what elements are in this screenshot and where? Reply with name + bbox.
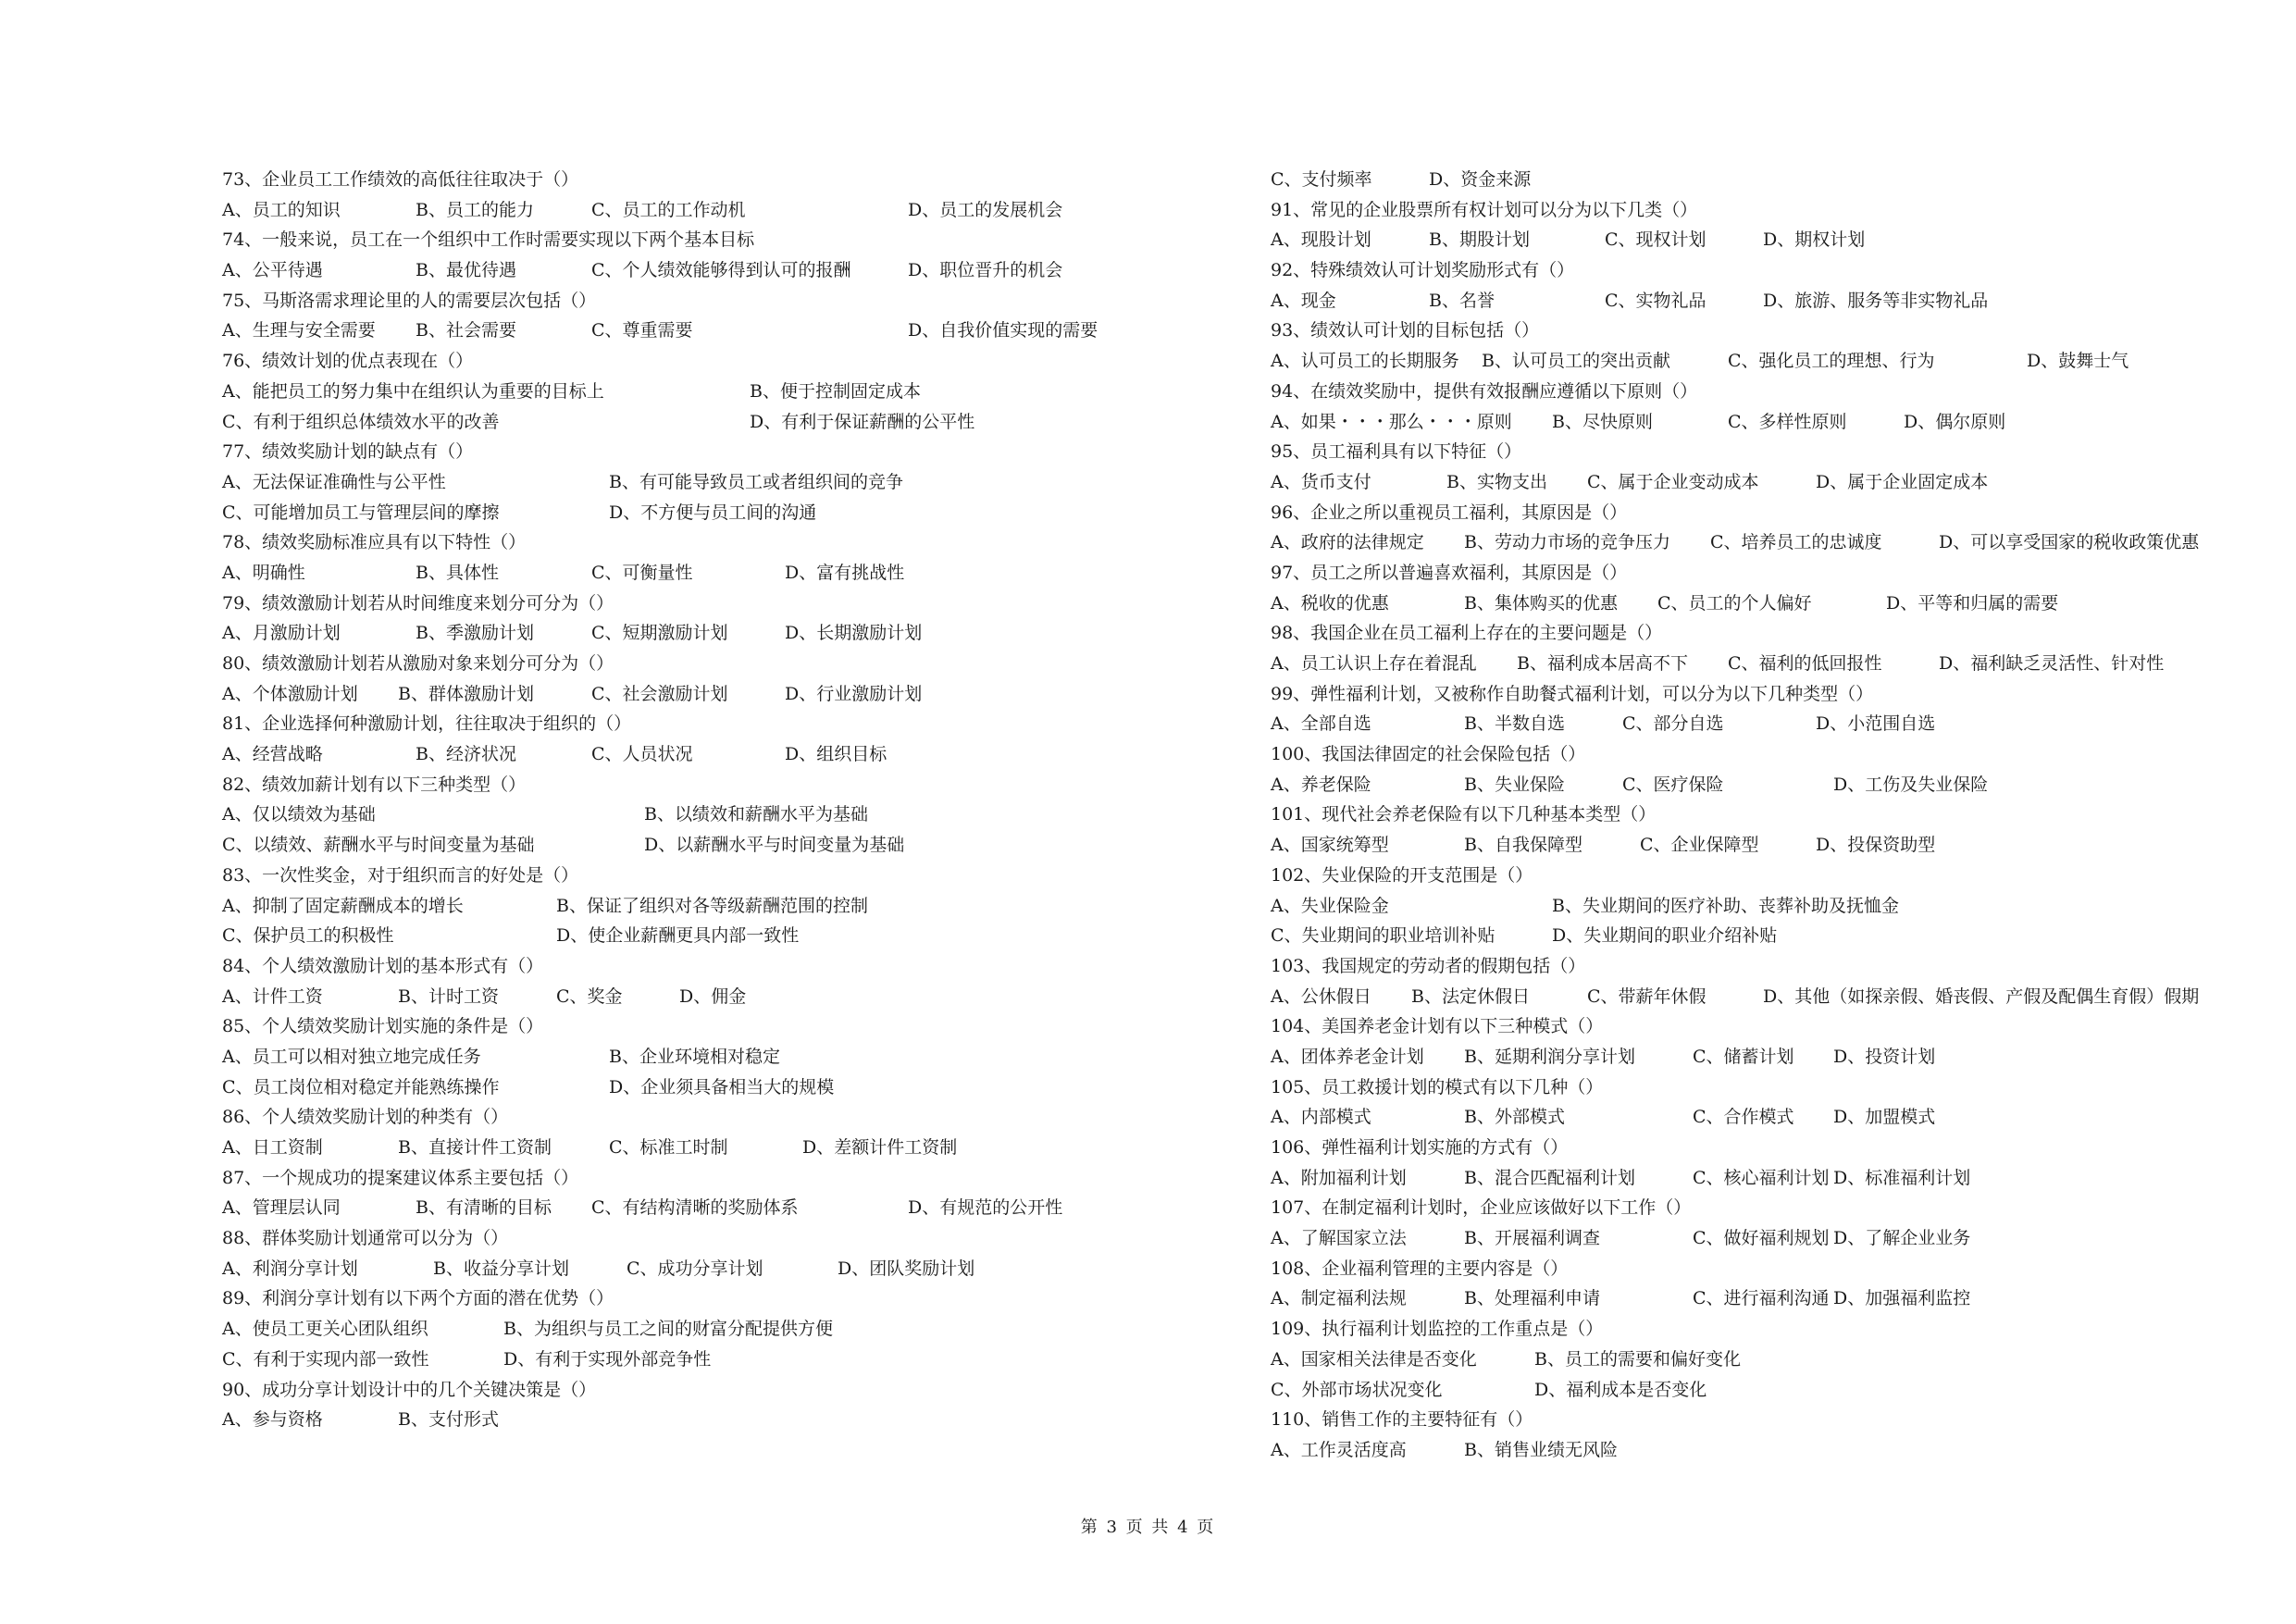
option-text: C、强化员工的理想、行为 (1728, 351, 1935, 372)
option-text: D、了解企业业务 (1833, 1228, 1971, 1249)
option-row (222, 1133, 1222, 1163)
option-text: C、成功分享计划 (627, 1258, 763, 1279)
option-row (1271, 286, 2289, 316)
option-row (222, 467, 1222, 498)
option-text: D、鼓舞士气 (2027, 351, 2129, 372)
option-text: D、员工的发展机会 (908, 199, 1063, 220)
option-text: D、使企业薪酬更具内部一致性 (556, 925, 800, 947)
option-text: B、尽快原则 (1552, 411, 1653, 432)
option-text: B、半数自选 (1464, 713, 1565, 735)
option-text: C、带薪年休假 (1587, 986, 1706, 1007)
option-text: A、员工的知识 (222, 199, 341, 220)
option-text: B、处理福利申请 (1464, 1288, 1600, 1309)
option-text: D、企业须具备相当大的规模 (609, 1076, 835, 1097)
option-text: B、销售业绩无风险 (1464, 1439, 1618, 1460)
question-text: 92、特殊绩效认可计划奖励形式有（） (1271, 260, 1575, 281)
option-text: A、附加福利计划 (1271, 1167, 1407, 1188)
option-row (1271, 1375, 2289, 1406)
option-text: D、长期激励计划 (785, 623, 923, 644)
question-text: 78、绩效奖励标准应具有以下特性（） (222, 532, 527, 553)
option-row (1271, 982, 2289, 1012)
option-row (1271, 1042, 2289, 1072)
question-text: 74、一般来说，员工在一个组织中工作时需要实现以下两个基本目标 (222, 229, 755, 251)
option-text: D、投资计划 (1833, 1046, 1936, 1067)
question-text: 79、绩效激励计划若从时间维度来划分可分为（） (222, 592, 614, 614)
option-row (222, 1405, 1222, 1435)
option-text: B、具体性 (416, 562, 499, 583)
option-text: A、个体激励计划 (222, 683, 358, 704)
option-text: A、现股计划 (1271, 229, 1371, 251)
option-text: D、其他（如探亲假、婚丧假、产假及配偶生育假）假期 (1763, 986, 2200, 1007)
option-text: A、参与资格 (222, 1409, 323, 1431)
option-text: C、培养员工的忠诚度 (1710, 532, 1882, 553)
question-text: 76、绩效计划的优点表现在（） (222, 351, 474, 372)
question-text: 89、利润分享计划有以下两个方面的潜在优势（） (222, 1288, 614, 1309)
option-row (1271, 891, 2289, 922)
option-row (1271, 1283, 2289, 1314)
option-row (1271, 407, 2289, 438)
option-row (222, 830, 1222, 861)
option-text: A、政府的法律规定 (1271, 532, 1424, 553)
option-text: C、尊重需要 (591, 320, 693, 341)
option-text: A、经营战略 (222, 744, 323, 765)
option-text: B、收益分享计划 (433, 1258, 569, 1279)
option-row (222, 195, 1222, 226)
option-text: B、季激励计划 (416, 623, 534, 644)
option-text: B、延期利润分享计划 (1464, 1046, 1635, 1067)
option-text: D、平等和归属的需要 (1886, 592, 2059, 614)
question-text: 80、绩效激励计划若从激励对象来划分可分为（） (222, 653, 614, 674)
option-text: A、使员工更关心团队组织 (222, 1319, 428, 1340)
option-text: B、为组织与员工之间的财富分配提供方便 (503, 1319, 833, 1340)
option-row (1271, 225, 2289, 255)
question-text: 97、员工之所以普遍喜欢福利，其原因是（） (1271, 562, 1628, 583)
option-text: A、计件工资 (222, 986, 323, 1007)
option-text: C、现权计划 (1605, 229, 1706, 251)
option-text: D、标准福利计划 (1833, 1167, 1971, 1188)
option-text: A、现金 (1271, 290, 1336, 311)
option-text: A、货币支付 (1271, 471, 1371, 492)
option-text: A、无法保证准确性与公平性 (222, 471, 446, 492)
option-text: A、工作灵活度高 (1271, 1439, 1407, 1460)
option-row (1271, 1102, 2289, 1133)
question-text: 110、销售工作的主要特征有（） (1271, 1409, 1533, 1431)
option-text: D、期权计划 (1763, 229, 1866, 251)
option-row (222, 1314, 1222, 1345)
option-text: D、以薪酬水平与时间变量为基础 (644, 835, 905, 856)
option-row (222, 1254, 1222, 1284)
option-text: B、保证了组织对各等级薪酬范围的控制 (556, 895, 868, 916)
option-text: C、人员状况 (591, 744, 693, 765)
option-text: D、差额计件工资制 (802, 1137, 958, 1158)
page-footer: 第 3 页 共 4 页 (1080, 1518, 1216, 1537)
option-text: A、失业保险金 (1271, 895, 1389, 916)
option-row (1271, 1223, 2289, 1254)
option-text: B、有可能导致员工或者组织间的竞争 (609, 471, 903, 492)
right-column (1271, 165, 2289, 1466)
option-row (222, 255, 1222, 286)
option-text: C、个人绩效能够得到认可的报酬 (591, 260, 851, 281)
question-text: 107、在制定福利计划时，企业应该做好以下工作（） (1271, 1197, 1692, 1219)
option-text: B、群体激励计划 (398, 683, 534, 704)
option-text: C、合作模式 (1693, 1107, 1794, 1128)
option-row (222, 498, 1222, 528)
option-text: B、失业保险 (1464, 774, 1565, 795)
option-text: A、公休假日 (1271, 986, 1371, 1007)
option-row (1271, 346, 2289, 377)
question-text: 104、美国养老金计划有以下三种模式（） (1271, 1016, 1604, 1037)
option-text: B、员工的需要和偏好变化 (1534, 1348, 1741, 1370)
option-text: A、员工认识上存在着混乱 (1271, 653, 1477, 674)
option-text: B、名誉 (1429, 290, 1495, 311)
option-text: D、组织目标 (785, 744, 887, 765)
option-text: A、利润分享计划 (222, 1258, 358, 1279)
option-text: B、以绩效和薪酬水平为基础 (644, 804, 868, 825)
option-text: D、福利成本是否变化 (1534, 1379, 1707, 1400)
option-text: C、有利于组织总体绩效水平的改善 (222, 411, 500, 432)
option-text: C、员工的个人偏好 (1657, 592, 1812, 614)
option-text: A、月激励计划 (222, 623, 341, 644)
question-text: 83、一次性奖金，对于组织而言的好处是（） (222, 864, 579, 886)
question-text: 81、企业选择何种激励计划，往往取决于组织的（） (222, 713, 632, 735)
option-row (222, 1072, 1222, 1103)
option-text: B、员工的能力 (416, 199, 534, 220)
option-text: A、能把员工的努力集中在组织认为重要的目标上 (222, 380, 604, 402)
option-row (222, 800, 1222, 830)
option-row (1271, 830, 2289, 861)
option-text: A、抑制了固定薪酬成本的增长 (222, 895, 464, 916)
option-text: D、有利于实现外部竞争性 (503, 1348, 712, 1370)
option-text: B、认可员工的突出贡献 (1482, 351, 1670, 372)
option-text: B、集体购买的优惠 (1464, 592, 1618, 614)
question-text: 87、一个规成功的提案建议体系主要包括（） (222, 1167, 579, 1188)
option-row (222, 982, 1222, 1012)
option-text: A、日工资制 (222, 1137, 323, 1158)
question-text: 105、员工救援计划的模式有以下几种（） (1271, 1076, 1604, 1097)
option-row (222, 921, 1222, 951)
option-text: C、做好福利规划 (1693, 1228, 1830, 1249)
option-text: D、失业期间的职业介绍补贴 (1552, 925, 1778, 947)
question-text: 75、马斯洛需求理论里的人的需要层次包括（） (222, 290, 597, 311)
question-text: 86、个人绩效奖励计划的种类有（） (222, 1107, 509, 1128)
option-text: C、有利于实现内部一致性 (222, 1348, 429, 1370)
option-text: D、投保资助型 (1816, 835, 1936, 856)
option-row (222, 1193, 1222, 1223)
question-text: 91、常见的企业股票所有权计划可以分为以下几类（） (1271, 199, 1698, 220)
option-text: A、全部自选 (1271, 713, 1371, 735)
option-text: D、属于企业固定成本 (1816, 471, 1989, 492)
option-text: C、储蓄计划 (1693, 1046, 1794, 1067)
option-row (1271, 1163, 2289, 1194)
option-text: D、佣金 (679, 986, 747, 1007)
option-text: D、有利于保证薪酬的公平性 (750, 411, 975, 432)
question-text: 103、我国规定的劳动者的假期包括（） (1271, 955, 1586, 976)
option-text: D、加强福利监控 (1833, 1288, 1971, 1309)
option-text: A、制定福利法规 (1271, 1288, 1407, 1309)
option-text: A、管理层认同 (222, 1197, 341, 1219)
option-text: C、外部市场状况变化 (1271, 1379, 1443, 1400)
option-row (222, 316, 1222, 346)
question-text: 85、个人绩效奖励计划实施的条件是（） (222, 1016, 544, 1037)
question-text: 77、绩效奖励计划的缺点有（） (222, 441, 474, 463)
option-text: B、社会需要 (416, 320, 516, 341)
question-text: 96、企业之所以重视员工福利，其原因是（） (1271, 502, 1628, 523)
option-row (1271, 1345, 2289, 1375)
question-text: 93、绩效认可计划的目标包括（） (1271, 320, 1540, 341)
option-text: B、自我保障型 (1464, 835, 1582, 856)
option-text: B、企业环境相对稳定 (609, 1046, 780, 1067)
question-text: 82、绩效加薪计划有以下三种类型（） (222, 774, 527, 795)
question-text: 94、在绩效奖励中，提供有效报酬应遵循以下原则（） (1271, 380, 1698, 402)
option-text: D、不方便与员工间的沟通 (609, 502, 817, 523)
option-text: A、员工可以相对独立地完成任务 (222, 1046, 481, 1067)
option-row (222, 618, 1222, 649)
option-text: B、经济状况 (416, 744, 516, 765)
option-text: B、混合匹配福利计划 (1464, 1167, 1635, 1188)
option-row (1271, 770, 2289, 800)
option-text: D、行业激励计划 (785, 683, 923, 704)
option-text: C、企业保障型 (1640, 835, 1759, 856)
option-text: D、偶尔原则 (1904, 411, 2006, 432)
question-text: 108、企业福利管理的主要内容是（） (1271, 1258, 1569, 1279)
option-text: B、便于控制固定成本 (750, 380, 921, 402)
question-text: 84、个人绩效激励计划的基本形式有（） (222, 955, 544, 976)
option-text: C、社会激励计划 (591, 683, 728, 704)
question-text: 109、执行福利计划监控的工作重点是（） (1271, 1319, 1604, 1340)
question-text: 100、我国法律固定的社会保险包括（） (1271, 744, 1586, 765)
option-text: C、保护员工的积极性 (222, 925, 394, 947)
option-text: B、最优待遇 (416, 260, 516, 281)
option-row (1271, 527, 2289, 558)
option-text: C、福利的低回报性 (1728, 653, 1882, 674)
option-text: C、多样性原则 (1728, 411, 1847, 432)
option-row (1271, 165, 2289, 195)
option-text: C、失业期间的职业培训补贴 (1271, 925, 1496, 947)
option-row (222, 1042, 1222, 1072)
option-row (222, 739, 1222, 770)
option-text: C、员工岗位相对稳定并能熟练操作 (222, 1076, 500, 1097)
option-text: C、医疗保险 (1622, 774, 1724, 795)
option-row (1271, 467, 2289, 498)
option-text: A、国家统筹型 (1271, 835, 1389, 856)
option-text: C、短期激励计划 (591, 623, 728, 644)
option-text: D、有规范的公开性 (908, 1197, 1063, 1219)
option-text: B、劳动力市场的竞争压力 (1464, 532, 1670, 553)
option-text: D、小范围自选 (1816, 713, 1936, 735)
option-text: A、了解国家立法 (1271, 1228, 1407, 1249)
question-text: 90、成功分享计划设计中的几个关键决策是（） (222, 1379, 597, 1400)
option-text: A、税收的优惠 (1271, 592, 1389, 614)
option-text: B、开展福利调查 (1464, 1228, 1600, 1249)
option-text: D、自我价值实现的需要 (908, 320, 1098, 341)
question-text: 106、弹性福利计划实施的方式有（） (1271, 1137, 1569, 1158)
option-text: B、福利成本居高不下 (1517, 653, 1688, 674)
option-row (222, 679, 1222, 710)
option-text: C、奖金 (556, 986, 623, 1007)
option-text: A、仅以绩效为基础 (222, 804, 376, 825)
question-text: 98、我国企业在员工福利上存在的主要问题是（） (1271, 623, 1663, 644)
option-text: C、属于企业变动成本 (1587, 471, 1759, 492)
option-text: A、养老保险 (1271, 774, 1371, 795)
option-text: A、认可员工的长期服务 (1271, 351, 1459, 372)
option-text: B、期股计划 (1429, 229, 1530, 251)
option-text: A、团体养老金计划 (1271, 1046, 1424, 1067)
option-text: D、富有挑战性 (785, 562, 905, 583)
option-row (222, 891, 1222, 922)
option-text: D、可以享受国家的税收政策优惠 (1939, 532, 2200, 553)
option-row (1271, 589, 2289, 619)
option-text: C、标准工时制 (609, 1137, 728, 1158)
option-text: A、国家相关法律是否变化 (1271, 1348, 1477, 1370)
option-row (1271, 1435, 2289, 1466)
question-text: 95、员工福利具有以下特征（） (1271, 441, 1522, 463)
option-text: B、有清晰的目标 (416, 1197, 552, 1219)
option-text: B、失业期间的医疗补助、丧葬补助及抚恤金 (1552, 895, 1899, 916)
option-text: C、以绩效、薪酬水平与时间变量为基础 (222, 835, 535, 856)
option-row (1271, 921, 2289, 951)
option-text: C、核心福利计划 (1693, 1167, 1830, 1188)
option-text: C、支付频率 (1271, 169, 1372, 190)
option-text: D、加盟模式 (1833, 1107, 1936, 1128)
option-text: D、团队奖励计划 (838, 1258, 975, 1279)
question-text: 99、弹性福利计划，又被称作自助餐式福利计划，可以分为以下几种类型（） (1271, 683, 1874, 704)
option-row (1271, 649, 2289, 679)
option-text: B、实物支出 (1446, 471, 1547, 492)
option-row (1271, 709, 2289, 739)
option-text: A、内部模式 (1271, 1107, 1371, 1128)
option-text: B、直接计件工资制 (398, 1137, 552, 1158)
option-text: C、有结构清晰的奖励体系 (591, 1197, 799, 1219)
option-text: C、部分自选 (1622, 713, 1724, 735)
option-text: B、外部模式 (1464, 1107, 1565, 1128)
option-text: C、可能增加员工与管理层间的摩擦 (222, 502, 500, 523)
option-text: B、法定休假日 (1411, 986, 1530, 1007)
option-text: D、福利缺乏灵活性、针对性 (1939, 653, 2165, 674)
option-text: A、生理与安全需要 (222, 320, 376, 341)
question-text: 101、现代社会养老保险有以下几种基本类型（） (1271, 804, 1657, 825)
option-text: A、如果・・・那么・・・原则 (1271, 411, 1512, 432)
option-row (222, 558, 1222, 589)
option-text: C、员工的工作动机 (591, 199, 746, 220)
left-column (222, 165, 1222, 1435)
option-text: C、实物礼品 (1605, 290, 1706, 311)
option-row (222, 377, 1222, 407)
option-row (222, 407, 1222, 438)
option-text: B、支付形式 (398, 1409, 499, 1431)
question-text: 102、失业保险的开支范围是（） (1271, 864, 1533, 886)
option-row (222, 1345, 1222, 1375)
option-text: A、公平待遇 (222, 260, 323, 281)
option-text: D、职位晋升的机会 (908, 260, 1063, 281)
option-text: D、旅游、服务等非实物礼品 (1763, 290, 1989, 311)
option-text: D、资金来源 (1429, 169, 1532, 190)
option-text: A、明确性 (222, 562, 305, 583)
option-text: D、工伤及失业保险 (1833, 774, 1989, 795)
option-text: B、计时工资 (398, 986, 499, 1007)
question-text: 73、企业员工工作绩效的高低往往取决于（） (222, 169, 579, 190)
option-text: C、进行福利沟通 (1693, 1288, 1830, 1309)
question-text: 88、群体奖励计划通常可以分为（） (222, 1228, 509, 1249)
option-text: C、可衡量性 (591, 562, 693, 583)
